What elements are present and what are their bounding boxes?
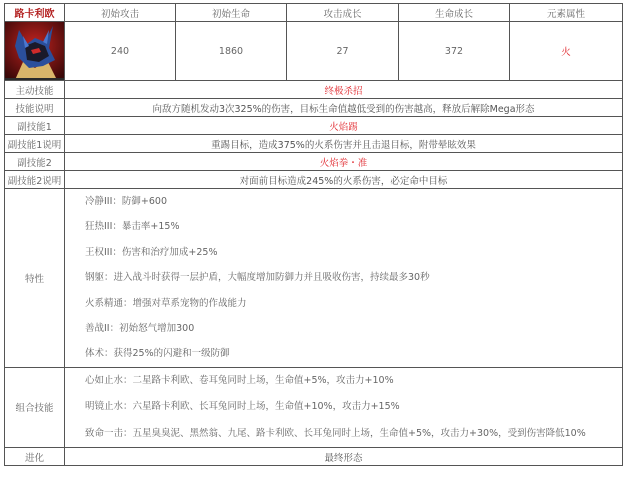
sub-skill-1-label: 副技能1	[5, 117, 65, 135]
sub-skill-1-value: 火焰踢	[65, 117, 623, 135]
trait-item: 王权III：伤害和治疗加成+25%	[85, 246, 218, 258]
evolution-label: 进化	[5, 448, 65, 466]
hero-portrait	[5, 22, 65, 81]
header-hp-growth: 生命成长	[399, 4, 510, 22]
active-skill-desc-label: 技能说明	[5, 99, 65, 117]
trait-item: 狂热III：暴击率+15%	[85, 221, 180, 233]
active-skill-value: 终极杀招	[65, 81, 623, 99]
evolution-row	[5, 448, 623, 466]
stats-header-row	[5, 4, 623, 22]
sub-skill-1-desc-row	[5, 135, 623, 153]
element-value: 火	[510, 22, 623, 81]
sub-skill-2-desc-label: 副技能2说明	[5, 171, 65, 189]
trait-item: 善战II：初始怒气增加300	[85, 322, 195, 334]
combos-list	[65, 367, 623, 448]
active-skill-desc-row	[5, 99, 623, 117]
sub-skill-2-label: 副技能2	[5, 153, 65, 171]
trait-item: 体术：获得25%的闪避和一级防御	[85, 348, 230, 360]
attack-growth-value: 27	[287, 22, 399, 81]
trait-item: 冷静III：防御+600	[85, 196, 167, 207]
evolution-value: 最终形态	[65, 448, 623, 466]
header-attack-growth: 攻击成长	[287, 4, 399, 22]
combos-row	[5, 367, 623, 448]
combo-item: 心如止水：二星路卡利欧、卷耳兔同时上场，生命值+5%，攻击力+10%	[85, 374, 394, 386]
combo-item: 明镜止水：六星路卡利欧、长耳兔同时上场，生命值+10%，攻击力+15%	[85, 401, 400, 413]
stats-value-row	[5, 22, 623, 81]
sub-skill-1-desc-label: 副技能1说明	[5, 135, 65, 153]
traits-list	[65, 189, 623, 368]
active-skill-row	[5, 81, 623, 99]
traits-label: 特性	[5, 189, 65, 368]
sub-skill-2-desc-value: 对面前目标造成245%的火系伤害，必定命中目标	[65, 171, 623, 189]
active-skill-label: 主动技能	[5, 81, 65, 99]
header-initial-hp: 初始生命	[176, 4, 287, 22]
combo-item: 致命一击：五星臭臭泥、黑然翁、九尾、路卡利欧、长耳兔同时上场，生命值+5%，攻击力+30%，受到伤害降低10%	[85, 427, 586, 439]
sub-skill-2-row	[5, 153, 623, 171]
sub-skill-1-row	[5, 117, 623, 135]
trait-item: 钢躯：进入战斗时获得一层护盾，大幅度增加防御力并且吸收伤害，持续最多30秒	[85, 272, 430, 284]
hero-name: 路卡利欧	[5, 4, 65, 22]
hero-info-table	[4, 3, 623, 466]
combos-label: 组合技能	[5, 367, 65, 448]
sub-skill-2-value: 火焰拳・准	[65, 153, 623, 171]
lucario-portrait-icon	[5, 22, 64, 80]
sub-skill-1-desc-value: 重踢目标，造成375%的火系伤害并且击退目标，附带晕眩效果	[65, 135, 623, 153]
trait-item: 火系精通：增强对草系宠物的作战能力	[85, 297, 247, 309]
sub-skill-2-desc-row	[5, 171, 623, 189]
initial-attack-value: 240	[65, 22, 176, 81]
traits-row	[5, 189, 623, 368]
hp-growth-value: 372	[399, 22, 510, 81]
active-skill-desc-value: 向敌方随机发动3次325%的伤害，目标生命值越低受到的伤害越高，释放后解除Mega形态	[65, 99, 623, 117]
header-initial-attack: 初始攻击	[65, 4, 176, 22]
header-element: 元素属性	[510, 4, 623, 22]
initial-hp-value: 1860	[176, 22, 287, 81]
